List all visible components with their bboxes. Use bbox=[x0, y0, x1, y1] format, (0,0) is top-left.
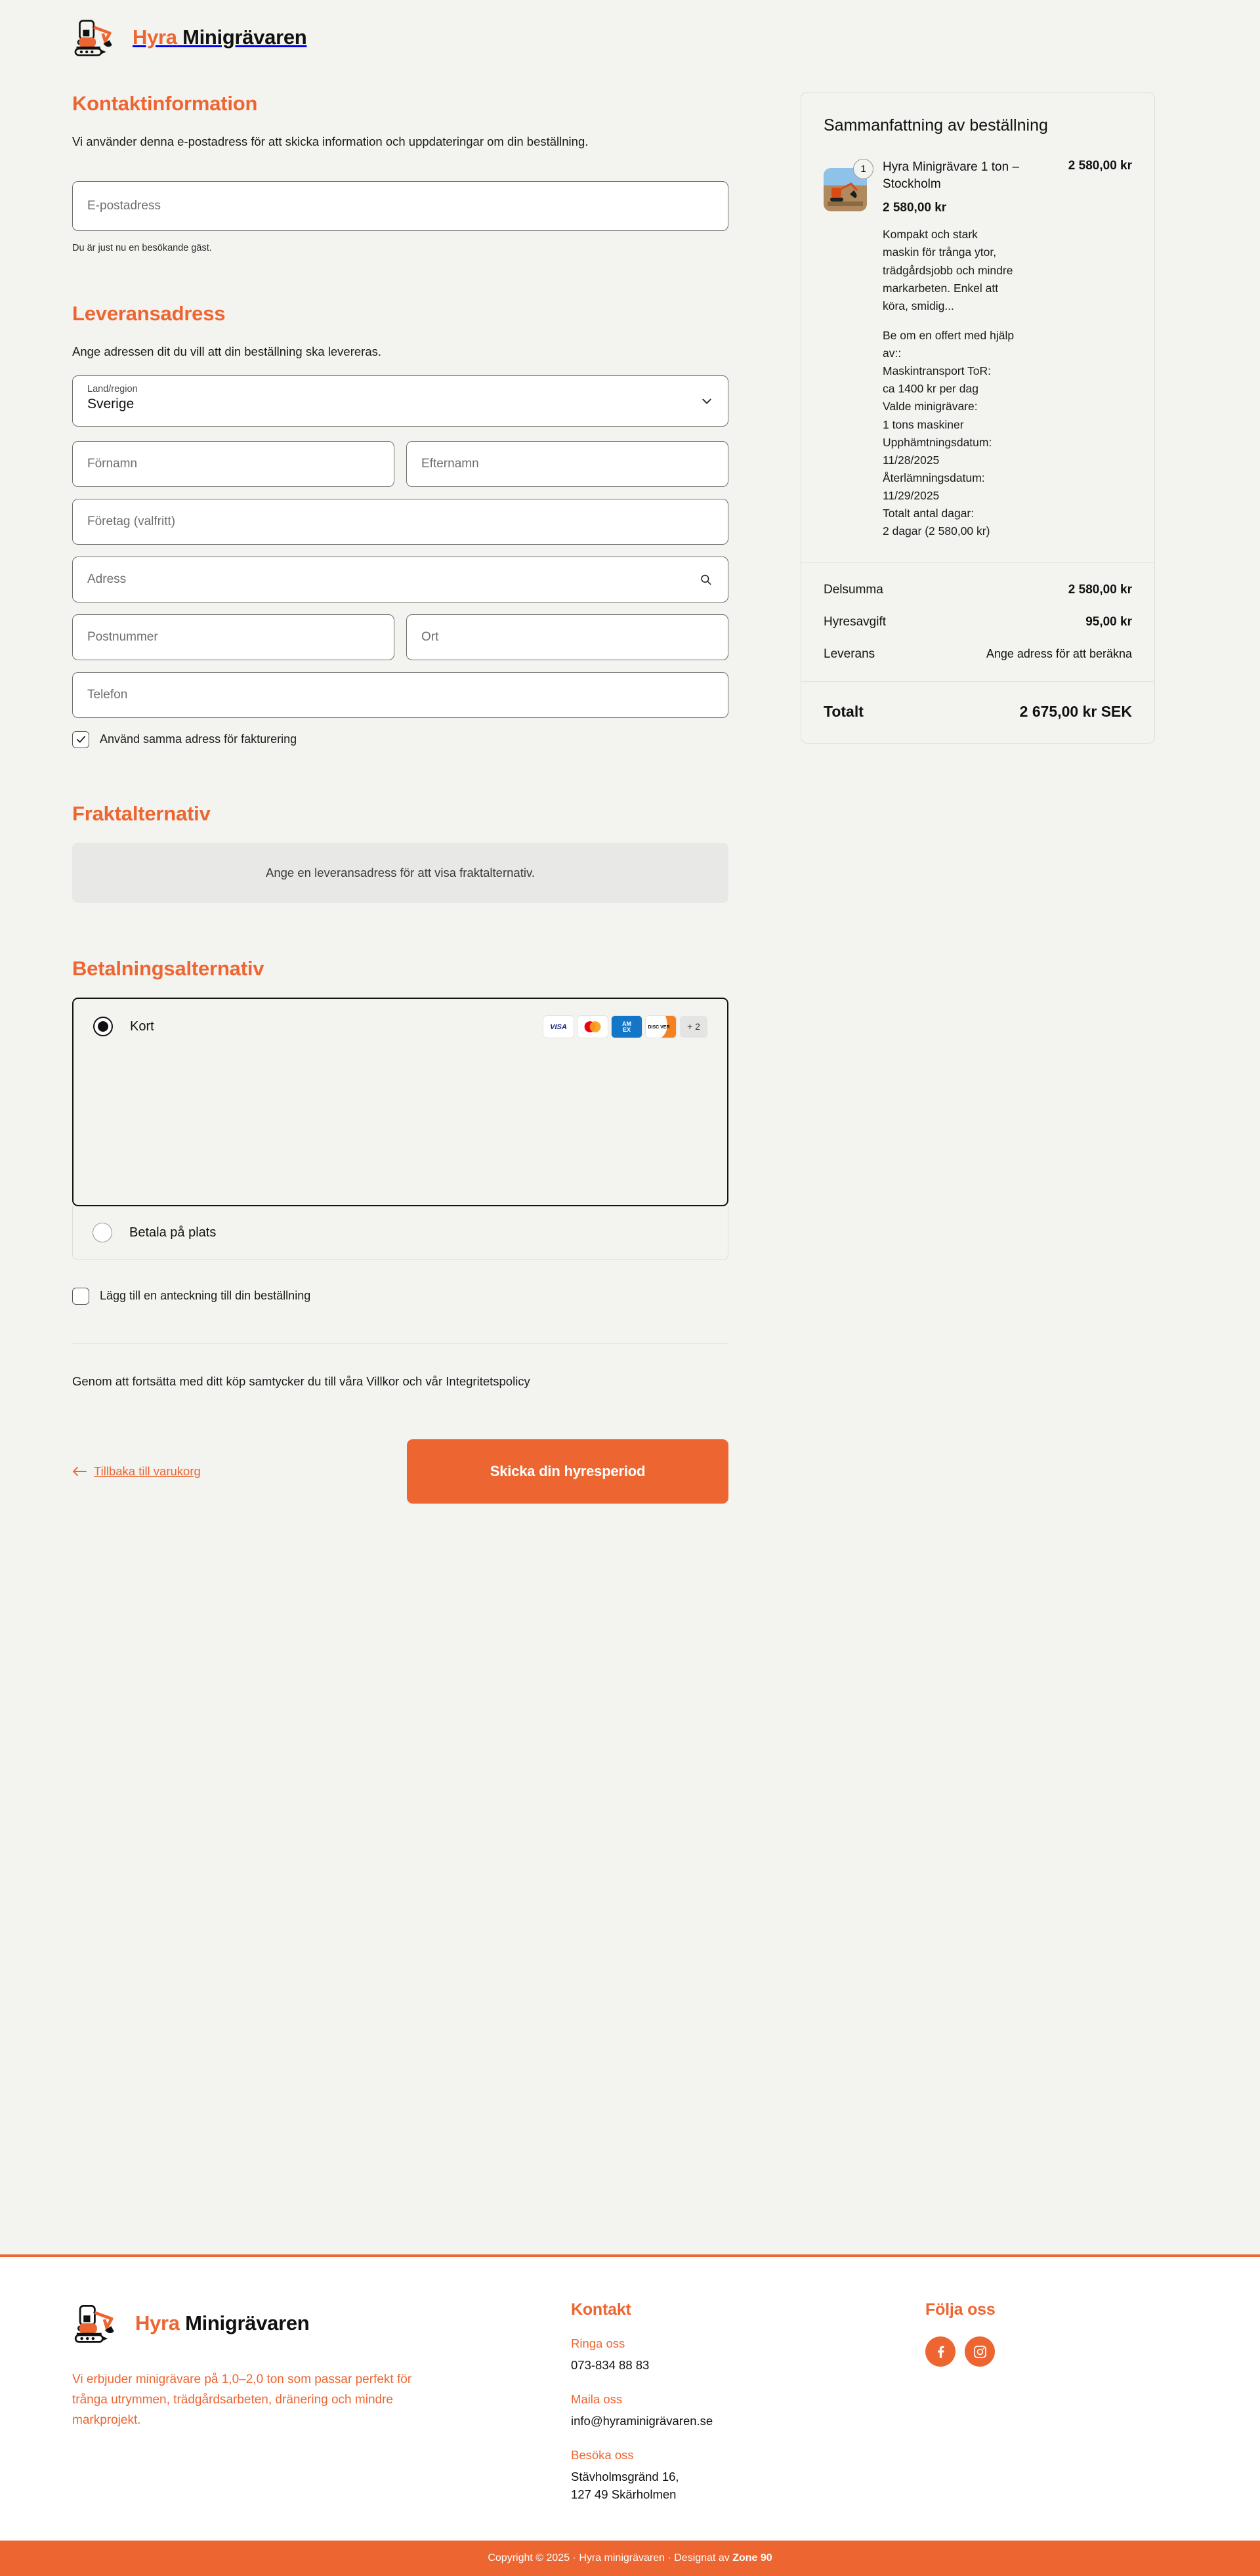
excavator-thumb-icon bbox=[828, 176, 863, 206]
city-field[interactable] bbox=[406, 614, 728, 660]
logo-word-accent: Hyra bbox=[133, 26, 177, 49]
footer-tagline: Vi erbjuder minigrävare på 1,0–2,0 ton som passar perfekt för trånga utrymmen, trädgårdsarbeten, dränering och mindre markprojekt. bbox=[72, 2373, 412, 2427]
site-footer bbox=[0, 2254, 1260, 2541]
country-select-value: Sverige bbox=[87, 396, 135, 412]
line-item-meta-line: Be om en offert med hjälp av:: bbox=[883, 328, 1015, 360]
more-card-brands-badge: + 2 bbox=[680, 1016, 707, 1038]
card-radio-selected[interactable] bbox=[93, 1017, 113, 1036]
site-logo[interactable] bbox=[72, 16, 306, 59]
city-placeholder: Ort bbox=[421, 629, 439, 644]
line-item-meta-line: Upphämtningsdatum: bbox=[883, 435, 992, 449]
checkbox-box bbox=[72, 731, 89, 748]
footer-email-value[interactable]: info@hyraminigrävaren.se bbox=[571, 2413, 713, 2428]
last-name-placeholder: Efternamn bbox=[421, 456, 479, 471]
order-summary-column bbox=[801, 92, 1155, 744]
line-item-meta-line: 11/29/2025 bbox=[883, 489, 940, 503]
mini-excavator-icon bbox=[72, 16, 126, 59]
checkmark-icon bbox=[75, 734, 87, 745]
logo-word-rest: Minigrävaren bbox=[182, 26, 307, 49]
postal-code-placeholder: Postnummer bbox=[87, 629, 158, 644]
chevron-down-icon bbox=[700, 394, 713, 408]
email-placeholder: E-postadress bbox=[87, 198, 161, 213]
footer-social-heading: Följa oss bbox=[925, 2300, 996, 2319]
postal-code-field[interactable] bbox=[72, 614, 394, 660]
form-actions bbox=[72, 1439, 728, 1556]
contact-help-text: Vi använder denna e-postadress för att skicka information och uppdateringar om din beställning. bbox=[72, 135, 589, 148]
shipping-help-text: Ange adressen dit du vill att din beställning ska levereras. bbox=[72, 344, 381, 358]
order-grand-total-row bbox=[801, 682, 1154, 743]
footer-brand-column bbox=[72, 2300, 571, 2504]
order-total-label: Delsumma bbox=[824, 583, 883, 597]
discover-icon bbox=[646, 1016, 676, 1038]
footer-logo[interactable] bbox=[72, 2300, 571, 2346]
order-total-value: 95,00 kr bbox=[1085, 615, 1132, 629]
footer-address-value bbox=[571, 2468, 925, 2504]
order-total-label: Leverans bbox=[824, 647, 875, 662]
footer-logo-wordmark bbox=[135, 2312, 309, 2335]
guest-note: Du är just nu en besökande gäst. bbox=[72, 242, 212, 253]
amex-icon bbox=[612, 1016, 642, 1038]
instagram-link[interactable] bbox=[965, 2336, 995, 2367]
svg-text:EX: EX bbox=[622, 1026, 631, 1033]
svg-text:DISC VER: DISC VER bbox=[648, 1024, 670, 1030]
order-total-row bbox=[824, 647, 1132, 662]
order-total-row bbox=[824, 583, 1132, 597]
footer-logo-word-rest: Minigrävaren bbox=[185, 2312, 310, 2334]
footer-contact-column bbox=[571, 2300, 925, 2504]
shipping-address-section bbox=[72, 302, 728, 748]
logo-wordmark bbox=[133, 26, 306, 49]
order-line-item bbox=[801, 135, 1154, 563]
mini-excavator-icon bbox=[72, 2300, 129, 2346]
contact-information-section bbox=[72, 92, 728, 253]
instagram-icon bbox=[972, 2344, 988, 2360]
line-item-meta-line: 2 dagar (2 580,00 kr) bbox=[883, 524, 990, 538]
social-links bbox=[925, 2336, 1188, 2367]
onsite-option-label: Betala på plats bbox=[129, 1225, 217, 1240]
order-total-row bbox=[824, 615, 1132, 629]
line-item-meta-line: Återlämningsdatum: bbox=[883, 471, 985, 484]
line-item-meta-line: ca 1400 kr per dag bbox=[883, 382, 978, 396]
same-billing-checkbox[interactable] bbox=[72, 731, 728, 748]
line-item-meta bbox=[883, 327, 1017, 541]
email-field[interactable] bbox=[72, 181, 728, 231]
first-name-field[interactable] bbox=[72, 441, 394, 487]
company-field[interactable] bbox=[72, 499, 728, 545]
line-item-meta-line: 1 tons maskiner bbox=[883, 417, 964, 431]
arrow-left-icon bbox=[72, 1466, 87, 1477]
visa-icon bbox=[543, 1016, 574, 1038]
onsite-radio-unselected[interactable] bbox=[93, 1223, 112, 1242]
mastercard-icon bbox=[578, 1016, 608, 1038]
order-totals bbox=[801, 563, 1154, 682]
back-to-cart-label: Tillbaka till varukorg bbox=[94, 1464, 201, 1479]
grand-total-label: Totalt bbox=[824, 703, 864, 721]
payment-option-onsite[interactable] bbox=[72, 1206, 728, 1260]
svg-text:VISA: VISA bbox=[550, 1023, 567, 1031]
checkout-form-column bbox=[72, 92, 728, 1556]
line-item-description: Kompakt och stark maskin för trånga ytor, trädgårdsjobb och mindre markarbeten. Enkel att köra, smidig... bbox=[883, 228, 1013, 312]
contact-section-title: Kontaktinformation bbox=[72, 92, 258, 115]
line-item-body bbox=[883, 159, 1132, 540]
copyright-bar bbox=[0, 2541, 1260, 2576]
address-field[interactable] bbox=[72, 557, 728, 602]
checkbox-box-empty bbox=[72, 1288, 89, 1305]
copyright-brand: Zone 90 bbox=[732, 2552, 772, 2564]
shipping-section-title: Leveransadress bbox=[72, 301, 226, 325]
footer-logo-word-accent: Hyra bbox=[135, 2312, 180, 2334]
phone-placeholder: Telefon bbox=[87, 687, 128, 702]
line-item-meta-line: Valde minigrävare: bbox=[883, 400, 978, 413]
country-select-label: Land/region bbox=[87, 383, 138, 394]
facebook-link[interactable] bbox=[925, 2336, 956, 2367]
payment-section-title: Betalningsalternativ bbox=[72, 956, 264, 980]
line-item-subtotal: 2 580,00 kr bbox=[883, 201, 947, 215]
footer-call-label: Ringa oss bbox=[571, 2336, 625, 2350]
line-item-meta-line: Totalt antal dagar: bbox=[883, 507, 975, 520]
footer-visit-label: Besöka oss bbox=[571, 2447, 634, 2462]
phone-field[interactable] bbox=[72, 672, 728, 718]
card-option-label: Kort bbox=[130, 1019, 154, 1034]
freight-notice-text: Ange en leveransadress för att visa fraktalternativ. bbox=[266, 865, 535, 879]
footer-address-line2: 127 49 Skärholmen bbox=[571, 2487, 677, 2502]
search-icon[interactable] bbox=[700, 573, 712, 585]
same-billing-label: Använd samma adress för fakturering bbox=[100, 732, 297, 746]
footer-address-line1: Stävholmsgränd 16, bbox=[571, 2469, 679, 2483]
line-item-meta-line: 11/28/2025 bbox=[883, 453, 940, 467]
order-note-label: Lägg till en anteckning till din beställning bbox=[100, 1289, 311, 1302]
submit-rental-button[interactable]: Skicka din hyresperiod bbox=[407, 1439, 728, 1504]
address-placeholder: Adress bbox=[87, 572, 127, 586]
order-total-value: Ange adress för att beräkna bbox=[986, 647, 1132, 661]
last-name-field[interactable] bbox=[406, 441, 728, 487]
grand-total-value: 2 675,00 kr SEK bbox=[1019, 703, 1132, 721]
facebook-icon bbox=[933, 2344, 949, 2360]
footer-mail-label: Maila oss bbox=[571, 2392, 623, 2406]
line-item-quantity-badge: 1 bbox=[853, 159, 873, 179]
freight-options-section bbox=[72, 802, 728, 903]
footer-social-column bbox=[925, 2300, 1188, 2504]
freight-section-title: Fraktalternativ bbox=[72, 801, 211, 825]
order-summary-panel bbox=[801, 92, 1155, 744]
payment-options-section bbox=[72, 957, 728, 1305]
line-item-price: 2 580,00 kr bbox=[1068, 159, 1132, 173]
country-select[interactable] bbox=[72, 375, 728, 427]
footer-contact-heading: Kontakt bbox=[571, 2300, 631, 2319]
site-header bbox=[0, 0, 1260, 66]
order-summary-title: Sammanfattning av beställning bbox=[824, 116, 1048, 135]
terms-text: Genom att fortsätta med ditt köp samtycker du till våra Villkor och vår Integritetspolicy bbox=[72, 1374, 530, 1388]
line-item-thumbnail-wrap bbox=[824, 159, 872, 540]
order-total-label: Hyresavgift bbox=[824, 615, 887, 629]
order-note-checkbox[interactable] bbox=[72, 1288, 728, 1305]
payment-option-card[interactable] bbox=[72, 998, 728, 1206]
card-brand-list bbox=[543, 1016, 707, 1038]
line-item-name: Hyra Minigrävare 1 ton – Stockholm bbox=[883, 160, 1020, 191]
copyright-text bbox=[488, 2552, 772, 2564]
footer-phone-value[interactable]: 073-834 88 83 bbox=[571, 2358, 650, 2372]
first-name-placeholder: Förnamn bbox=[87, 456, 138, 471]
company-placeholder: Företag (valfritt) bbox=[87, 514, 176, 528]
copyright-prefix: Copyright © 2025 · Hyra minigrävaren · Designat av bbox=[488, 2552, 733, 2564]
freight-notice bbox=[72, 843, 728, 903]
back-to-cart-link[interactable] bbox=[72, 1464, 201, 1479]
line-item-meta-line: Maskintransport ToR: bbox=[883, 364, 992, 378]
svg-text:AM: AM bbox=[622, 1020, 631, 1027]
order-total-value: 2 580,00 kr bbox=[1068, 583, 1132, 597]
